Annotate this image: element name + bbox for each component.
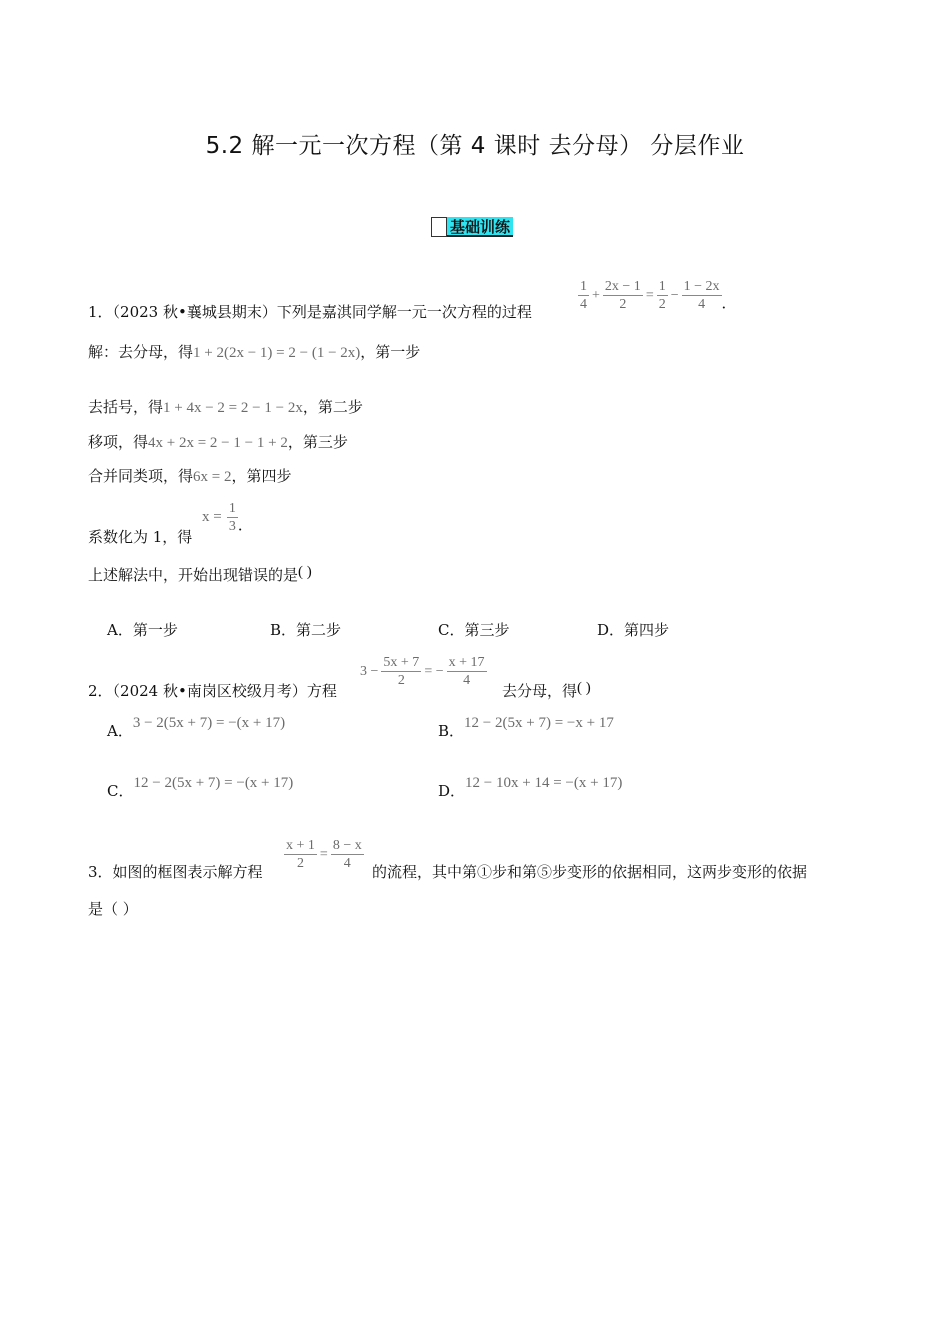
q3-line2: 是（ ） xyxy=(88,900,138,918)
q3-frac-1: $\frac{x + 1}{2}$ xyxy=(286,838,315,871)
section-header xyxy=(431,217,513,237)
q1-frac-4: $\frac{1 - 2x}{4}$ xyxy=(683,279,720,312)
q1-frac-2: $\frac{2x - 1}{2}$ xyxy=(604,279,641,312)
q3-suffix: 的流程，其中第①步和第⑤步变形的依据相同，这两步变形的依据 xyxy=(372,863,808,881)
q2-frac-2: $\frac{x + 17}{4}$ xyxy=(448,655,485,688)
q2-option-c[interactable]: C．12 − 2(5x + 7) = −(x + 17) xyxy=(107,775,294,800)
q1-step2: 去括号，得1 + 4x − 2 = 2 − 1 − 2x，第二步 xyxy=(88,398,363,416)
q2-option-a[interactable]: A．3 − 2(5x + 7) = −(x + 17) xyxy=(107,715,286,740)
section-label: 基础训练 xyxy=(447,217,513,237)
page-title: 5.2 解一元一次方程（第 4 课时 去分母） 分层作业 xyxy=(205,133,745,159)
q1-question: 上述解法中，开始出现错误的是( ) xyxy=(88,564,312,584)
q3-prefix: 3．如图的框图表示解方程 xyxy=(88,863,263,881)
q1-step4: 合并同类项，得6x = 2，第四步 xyxy=(88,467,292,485)
q1-frac-3: $\frac{1}{2}$ xyxy=(658,279,666,312)
section-marker xyxy=(431,217,447,237)
q1-equation: $\frac{1}{4}$ + $\frac{2x - 1}{2}$ = $\frac{1}{2}$ − $\frac{1 - 2x}{4}$ ． xyxy=(580,279,737,312)
q2-prefix: 2．（2024 秋•南岗区校级月考）方程 xyxy=(88,682,337,700)
q2-option-b[interactable]: B．12 − 2(5x + 7) = −x + 17 xyxy=(438,715,614,740)
q1-step5-frac: $\frac{1}{3}$ xyxy=(228,501,236,534)
q1-prefix: 1．（2023 秋•襄城县期末）下列是嘉淇同学解一元一次方程的过程 xyxy=(88,303,532,321)
q1-step1: 解：去分母，得1 + 2(2x − 1) = 2 − (1 − 2x)，第一步 xyxy=(88,343,421,361)
q3-equation: $\frac{x + 1}{2}$ = $\frac{8 - x}{4}$ xyxy=(286,838,362,871)
q2-frac-1: $\frac{5x + 7}{2}$ xyxy=(383,655,420,688)
q1-option-c[interactable]: C．第三步 xyxy=(438,621,510,639)
q1-option-b[interactable]: B．第二步 xyxy=(270,621,342,639)
q2-option-d[interactable]: D．12 − 10x + 14 = −(x + 17) xyxy=(438,775,623,800)
q2-equation: 3 − $\frac{5x + 7}{2}$ = − $\frac{x + 17}{4}$ xyxy=(360,655,485,688)
q3-frac-2: $\frac{8 - x}{4}$ xyxy=(332,838,362,871)
q1-option-a[interactable]: A．第一步 xyxy=(107,621,178,639)
q1-step5-equation: x = $\frac{1}{3}$ ． xyxy=(202,501,253,534)
q1-step3: 移项，得4x + 2x = 2 − 1 − 1 + 2，第三步 xyxy=(88,433,348,451)
q1-answer-blank[interactable]: ( ) xyxy=(298,564,312,580)
q1-option-d[interactable]: D．第四步 xyxy=(597,621,670,639)
q1-step5-label: 系数化为 1，得 xyxy=(88,528,193,546)
q2-answer-blank[interactable]: ( ) xyxy=(577,680,591,696)
q2-suffix: 去分母，得( ) xyxy=(502,680,591,700)
q1-frac-1: $\frac{1}{4}$ xyxy=(580,279,587,312)
